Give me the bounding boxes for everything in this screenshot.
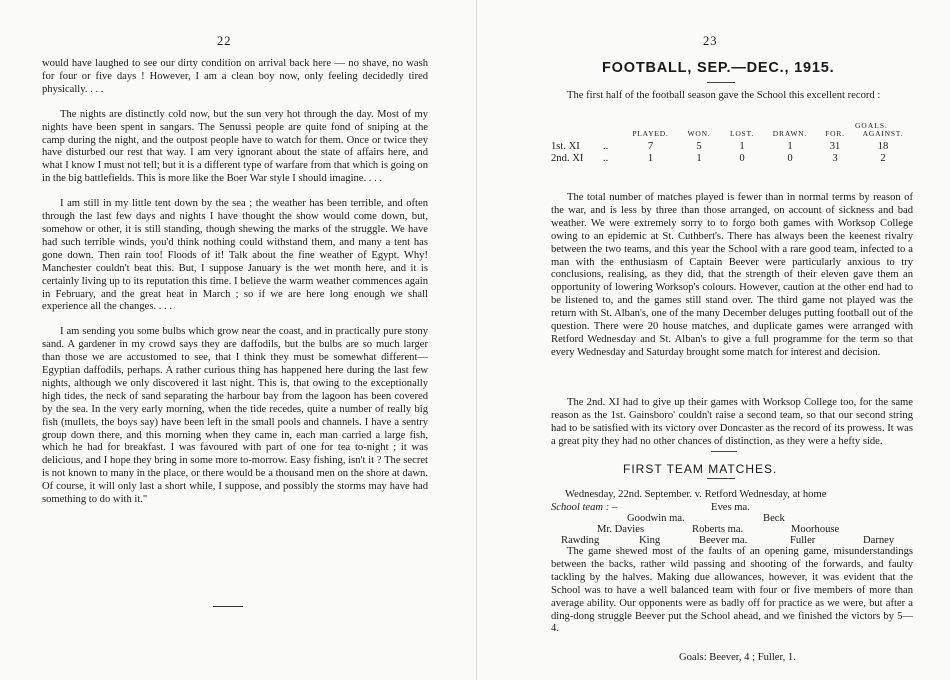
letter-paragraph-3: I am still in my little tent down by the sea ; the weather has been terrible, and often through the last few days and nights I have thought the show would come down, but, somehow or other, it is still standing, though shewing the marks of the struggle. We have had such terrible winds, you'd think nothing could withstand them, and many a tent has gone down. Then rain too! Floods of it! Talk about the fine weather of Egypt. Why! Manchester couldn't beat this. But, I suppose January is the wet month here, and it is certainly living up to its reputation this time. I believe the warm weather commences again in February, and the great heat in March ; so if we are here long enough we shall experience all the changes. . . . (42, 198, 428, 313)
goals-line: Goals: Beever, 4 ; Fuller, 1. (679, 652, 796, 663)
player-back-2: Beck (763, 513, 785, 524)
col-for: FOR. (825, 129, 845, 138)
match-report: The game shewed most of the faults of an opening game, misunderstandings between the backs, rather wild passing and shooting of the forwards, and faulty tackling by the halves. Making due allowances, however, it was evident that the School was to have a well balanced team with four or five members of more than average ability. Our opponents were as badly off for practice as we were, but after a ding-dong struggle Beever put the School ahead, and we finished the victors by 5—4. (551, 546, 913, 635)
title-rule (707, 82, 735, 83)
player-half-3: Moorhouse (791, 524, 840, 535)
player-half-1: Mr. Davies (597, 524, 645, 535)
second-xi-paragraph: The 2nd. XI had to give up their games with Worksop College too, for the same reason as the 1st. Gainsboro' couldn't raise a second team, so that our second string had to be satisfied with its victory over Doncaster as the record of its prowess. It was a great pity they had no other chances of distinction, as they were a hefty side. (551, 397, 913, 447)
page-number-right: 23 (703, 34, 718, 48)
col-won: WON. (687, 129, 711, 138)
player-forward-1: Rawding (561, 535, 600, 546)
col-played: PLAYED. (632, 129, 669, 138)
player-back-1: Goodwin ma. (627, 513, 685, 524)
letter-paragraph-4: I am sending you some bulbs which grow near the coast, and in practically pure stony sand. A gardener in my crowd says they are daffodils, but the bulbs are so much larger than those we are accustomed to see, that I think they must be somewhat different—Egyptian daffodils, perhaps. A rather curious thing has happened here during the last few nights, although we only discovered it last night. This is, that owing to the exceptionally high tides, the neck of sand separating the harbour bay from the lagoon has been covered by the sea. In the very early morning, when the tide recedes, quite a number of really big fish (mullets, the boys say) have been left in the small pools and channels. I have a sentry group down there, and this morning when they came in, each man carried a large fish, which he had for breakfast. I was favoured with part of one for tea to-night ; it was delicious, and I hope they bring in some more to-morrow. Easy fishing, isn't it ? The secret is not known to many in the place, or there would be a thousand men on the shore at dawn. Of course, it will only last a short while, I suppose, and possibly the storms may have had something to do with it." (42, 326, 428, 506)
col-lost: LOST. (729, 129, 755, 138)
table-row: 2nd. XI .. 1 1 0 0 3 2 (551, 152, 886, 164)
match-line: Wednesday, 22nd. September. v. Retford Wednesday, at home (565, 489, 827, 500)
player-forward-4: Fuller (790, 535, 816, 546)
player-half-2: Roberts ma. (692, 524, 744, 535)
table-header-row (551, 128, 912, 140)
record-table (551, 128, 912, 164)
letter-paragraph-2: The nights are distinctly cold now, but the sun very hot through the day. Most of my nights have been spent in sangars. The Senussi people are quite fond of sniping at the camp during the night, and the outpost people have to watch for them. Once or twice they have disturbed our rest that way. I am very ignorant about the state of affairs here, and what I know I must not tell; but it is a different type of warfare from that which is going on in the big battlefields. This is more like the Boer War style I should imagine. . . . (42, 108, 428, 185)
letter-paragraph-1: would have laughed to see our dirty condition on arrival back here — no shave, no wash for four or five days ! However, I am a clean boy now, only feeling decidedly tired physically. . . . (42, 58, 428, 95)
intro-text: The first half of the football season gave the School this excellent record : (567, 90, 881, 101)
goals-header: GOALS. (855, 121, 888, 130)
section-title: FIRST TEAM MATCHES. (623, 462, 778, 476)
section-rule (711, 451, 737, 452)
team-label: School team : – (551, 502, 618, 513)
player-forward-2: King (639, 535, 661, 546)
table-row: 1st. XI .. 7 5 1 1 31 18 (551, 140, 889, 152)
right-page (476, 0, 950, 680)
page-title: FOOTBALL, SEP.—DEC., 1915. (602, 60, 835, 76)
player-goal: Eves ma. (711, 502, 750, 513)
col-against: AGAINST. (862, 129, 904, 138)
player-forward-5: Darney (863, 535, 895, 546)
end-rule (213, 606, 243, 607)
page-number-left: 22 (217, 34, 232, 48)
section-title-rule (707, 478, 735, 479)
player-forward-3: Beever ma. (699, 535, 748, 546)
letter-text (42, 58, 428, 519)
season-paragraph: The total number of matches played is fewer than in normal terms by reason of the war, and is less by three than those arranged, on account of sickness and bad weather. We were extremely sorry to to forgo both games with Worksop College owing to an epidemic at St. Cuthbert's. There has always been the keenest rivalry between the two teams, and this year the School with a rare good team, infected to a man with the enthusiasm of Captain Beever were particularly anxious to try conclusions, realising, as they did, that the strength of their eleven gave them an opportunity of lowering Worksop's colours. However, caution at the other end had to be listened to, and the games still stand over. The third game not played was the return with St. Alban's, one of the many December deluges putting football out of the question. There were 20 house matches, and duplicate games were arranged with Retford Wednesday and St. Alban's to give a full programme for the term so that every Wednesday and Saturday brought some match for interest and decision. (551, 192, 913, 358)
col-drawn: DRAWN. (772, 129, 808, 138)
